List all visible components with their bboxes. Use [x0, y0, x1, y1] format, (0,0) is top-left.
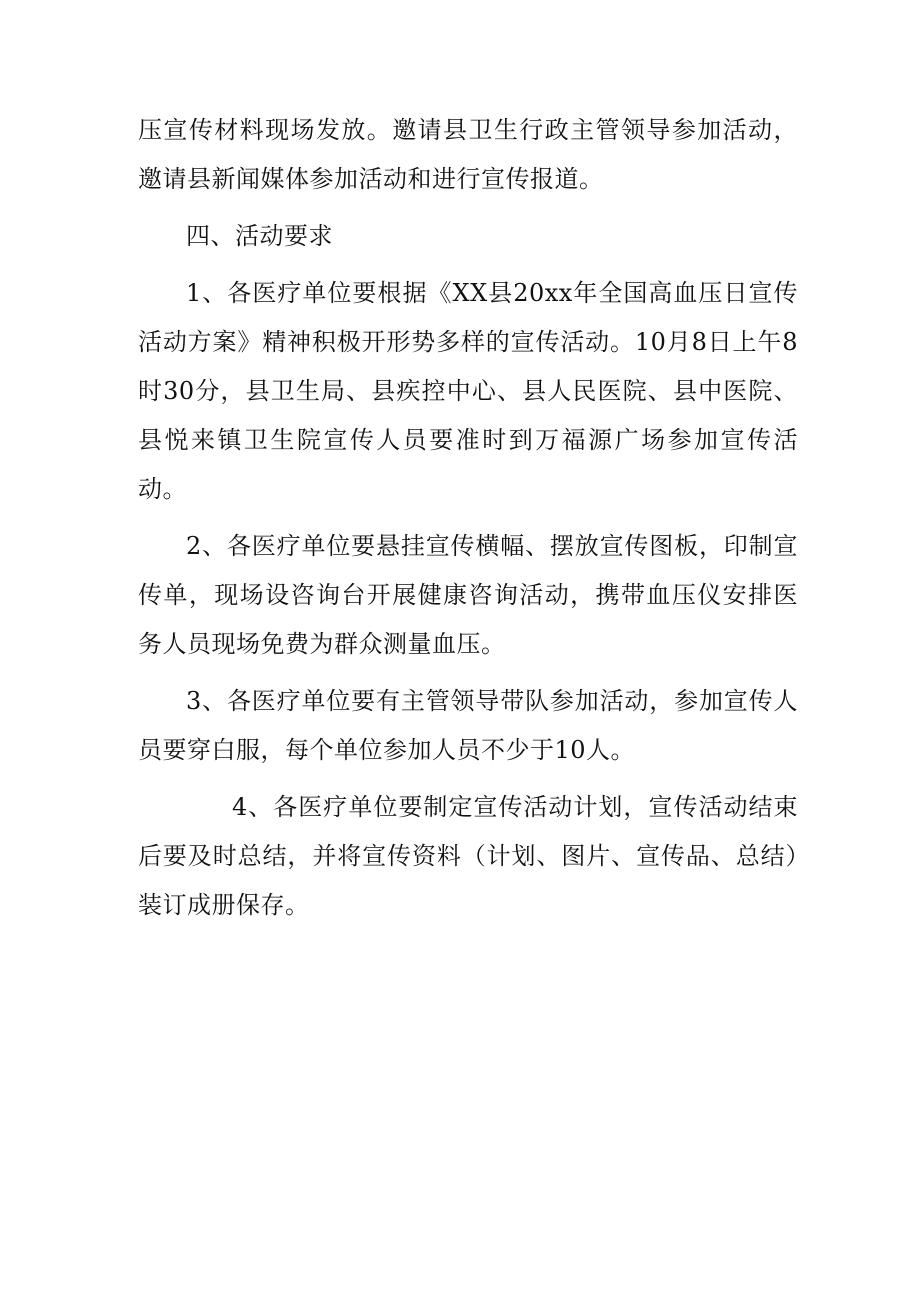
paragraph-continuation: 压宣传材料现场发放。邀请县卫生行政主管领导参加活动，邀请县新闻媒体参加活动和进行宣传报道。: [138, 116, 798, 193]
document-body: [138, 106, 798, 938]
paragraph-requirement-1: 1、各医疗单位要根据《XX县20xx年全国高血压日宣传活动方案》精神积极开形势多样的宣传活动。10月8日上午8时30分，县卫生局、县疾控中心、县人民医院、县中医院、县悦来镇卫生院宣传人员要准时到万福源广场参加宣传活动。: [138, 279, 798, 503]
paragraph-requirement-2: 2、各医疗单位要悬挂宣传横幅、摆放宣传图板，印制宣传单，现场设咨询台开展健康咨询活动，携带血压仪安排医务人员现场免费为群众测量血压。: [138, 532, 798, 658]
paragraph-requirement-3: 3、各医疗单位要有主管领导带队参加活动，参加宣传人员要穿白服，每个单位参加人员不少于10人。: [138, 687, 798, 764]
paragraph-requirement-4: 4、各医疗单位要制定宣传活动计划，宣传活动结束后要及时总结，并将宣传资料（计划、图片、宣传品、总结）装订成册保存。: [138, 793, 798, 919]
section-heading-requirements: 四、活动要求: [186, 222, 333, 250]
